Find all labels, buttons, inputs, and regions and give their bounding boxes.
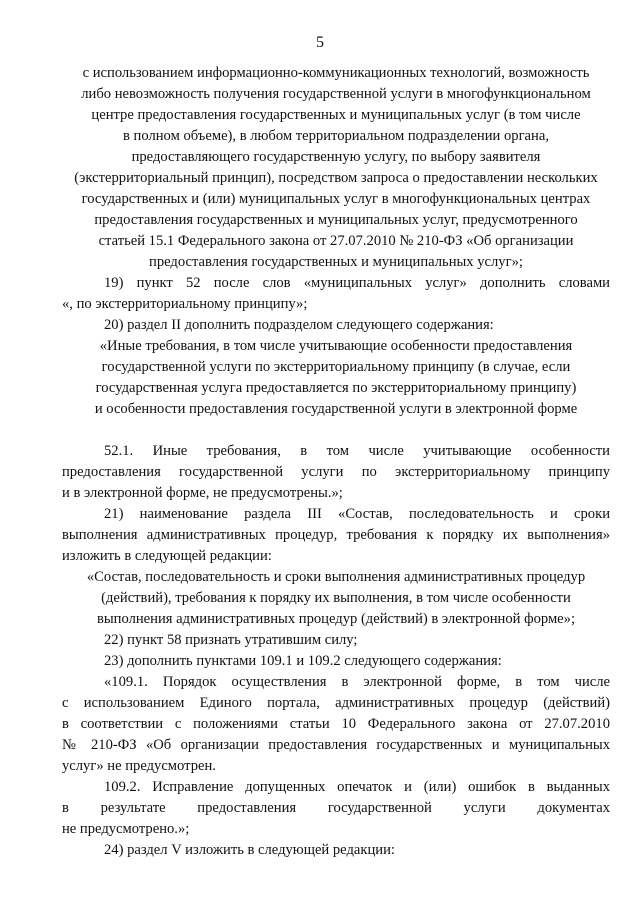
text-line: «109.1. Порядок осуществления в электронной форме, в том числе: [104, 674, 610, 690]
text-line: 19) пункт 52 после слов «муниципальных услуг» дополнить словами: [104, 275, 610, 291]
text-line: услуг» не предусмотрен.: [62, 758, 216, 774]
text-line: 21) наименование раздела III «Состав, последовательность и сроки: [104, 506, 610, 522]
text-line: 52.1. Иные требования, в том числе учитывающие особенности: [104, 443, 610, 459]
page-number: 5: [316, 34, 324, 51]
text-line: 24) раздел V изложить в следующей редакции:: [104, 842, 395, 858]
text-line: предоставления государственной услуги по экстерриториальному принципу: [62, 464, 610, 480]
text-line: «Состав, последовательность и сроки выполнения административных процедур: [86, 569, 586, 585]
text-line: либо невозможность получения государственной услуги в многофункциональном: [81, 86, 591, 102]
text-line: 109.2. Исправление допущенных опечаток и (или) ошибок в выданных: [104, 779, 610, 795]
text-line: изложить в следующей редакции:: [62, 548, 272, 564]
text-line: государственная услуга предоставляется по экстерриториальному принципу): [95, 380, 577, 396]
text-line: в соответствии с положениями статьи 10 Федерального закона от 27.07.2010: [62, 716, 610, 732]
text-line: выполнения административных процедур (действий) в электронной форме»;: [96, 611, 576, 627]
text-line: и в электронной форме, не предусмотрены.»;: [62, 485, 343, 501]
text-line: 22) пункт 58 признать утратившим силу;: [104, 632, 358, 648]
text-line: выполнения административных процедур, требования к порядку их выполнения»: [62, 527, 610, 543]
text-line: государственных и (или) муниципальных услуг в многофункциональных центрах: [81, 191, 591, 207]
text-line: с использованием информационно-коммуникационных технологий, возможность: [82, 65, 590, 81]
text-line: центре предоставления государственных и муниципальных услуг (в том числе: [91, 107, 581, 123]
text-line: предоставляющего государственную услугу, по выбору заявителя: [131, 149, 541, 165]
text-line: предоставления государственных и муниципальных услуг»;: [149, 254, 523, 270]
text-line: в полном объеме), в любом территориальном подразделении органа,: [123, 128, 549, 144]
text-line: (действий), требования к порядку их выполнения, в том числе особенности: [101, 590, 571, 606]
text-line: № 210-ФЗ «Об организации предоставления государственных и муниципальных: [62, 737, 610, 753]
text-line: 23) дополнить пунктами 109.1 и 109.2 следующего содержания:: [104, 653, 502, 669]
text-line: «Иные требования, в том числе учитывающие особенности предоставления: [99, 338, 573, 354]
text-line: предоставления государственных и муниципальных услуг, предусмотренного: [94, 212, 578, 228]
text-line: «, по экстерриториальному принципу»;: [62, 296, 308, 312]
text-line: в результате предоставления государственной услуги документах: [62, 800, 610, 816]
text-line: статьей 15.1 Федерального закона от 27.07.2010 № 210-ФЗ «Об организации: [98, 233, 574, 249]
text-line: и особенности предоставления государственной услуги в электронной форме: [94, 401, 578, 417]
text-line: не предусмотрено.»;: [62, 821, 190, 837]
text-line: (экстерриториальный принцип), посредством запроса о предоставлении нескольких: [74, 170, 598, 186]
text-line: 20) раздел II дополнить подразделом следующего содержания:: [104, 317, 494, 333]
text-line: государственной услуги по экстерриториальному принципу (в случае, если: [101, 359, 571, 375]
text-line: с использованием Единого портала, административных процедур (действий): [62, 695, 610, 711]
